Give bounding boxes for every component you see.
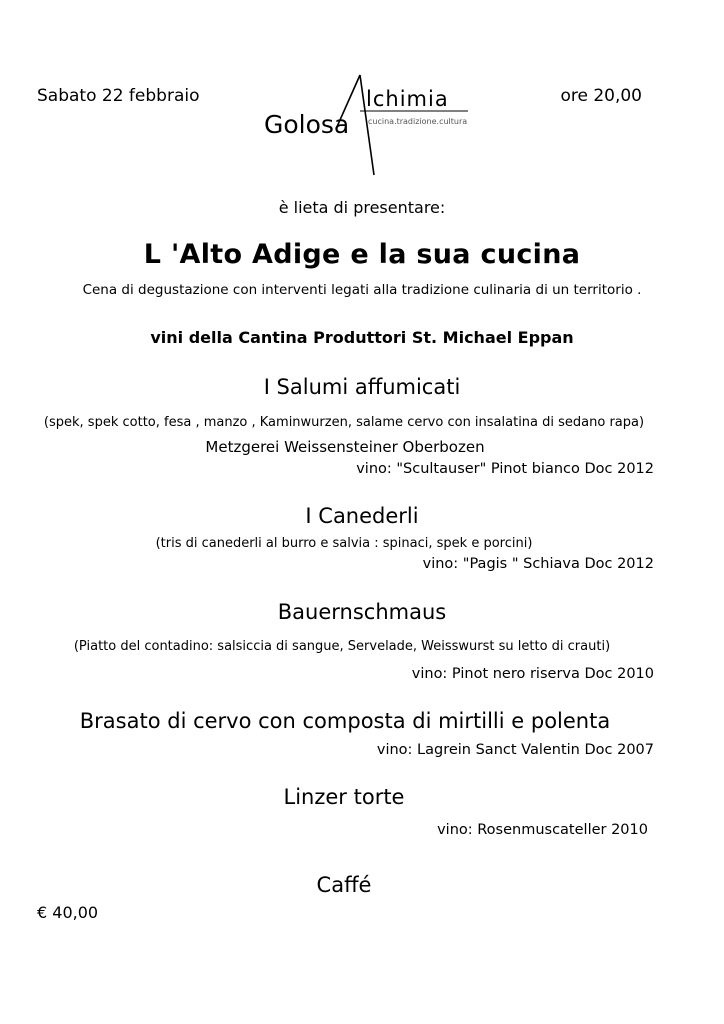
course-wine: vino: "Pagis " Schiava Doc 2012 bbox=[422, 556, 654, 572]
course-wine: vino: Pinot nero riserva Doc 2010 bbox=[411, 666, 654, 682]
golosa-alchimia-logo bbox=[256, 67, 478, 179]
course-producer: Metzgerei Weissensteiner Oberbozen bbox=[205, 438, 485, 456]
course-wine: vino: Lagrein Sanct Valentin Doc 2007 bbox=[376, 742, 654, 758]
logo-word-golosa: Golosa bbox=[264, 110, 350, 139]
event-time: ore 20,00 bbox=[560, 86, 642, 106]
course-wine: vino: "Scultauser" Pinot bianco Doc 2012 bbox=[356, 461, 654, 477]
course-name: Caffé bbox=[316, 873, 372, 897]
course-name: Linzer torte bbox=[283, 785, 405, 809]
course-wine: vino: Rosenmuscateller 2010 bbox=[437, 822, 648, 838]
course-description: (tris di canederli al burro e salvia : spinaci, spek e porcini) bbox=[155, 536, 533, 551]
course-name: I Canederli bbox=[305, 504, 419, 528]
wine-producer: vini della Cantina Produttori St. Michael Eppan bbox=[150, 328, 574, 347]
course-name: Brasato di cervo con composta di mirtilli e polenta bbox=[79, 709, 611, 733]
course-description: (Piatto del contadino: salsiccia di sangue, Servelade, Weisswurst su letto di crauti) bbox=[73, 639, 611, 654]
page-title: L 'Alto Adige e la sua cucina bbox=[143, 239, 581, 270]
course-name: I Salumi affumicati bbox=[263, 375, 461, 399]
event-date: Sabato 22 febbraio bbox=[37, 86, 200, 106]
event-subtitle: Cena di degustazione con interventi legati alla tradizione culinaria di un territorio . bbox=[82, 282, 642, 298]
course-name: Bauernschmaus bbox=[277, 600, 447, 624]
logo-tagline: cucina.tradizione.cultura bbox=[368, 117, 468, 126]
intro-text: è lieta di presentare: bbox=[278, 198, 446, 217]
course-description: (spek, spek cotto, fesa , manzo , Kaminwurzen, salame cervo con insalatina di sedano rapa) bbox=[43, 415, 645, 430]
logo-word-lchimia: lchimia bbox=[366, 87, 449, 111]
price: € 40,00 bbox=[37, 903, 99, 922]
